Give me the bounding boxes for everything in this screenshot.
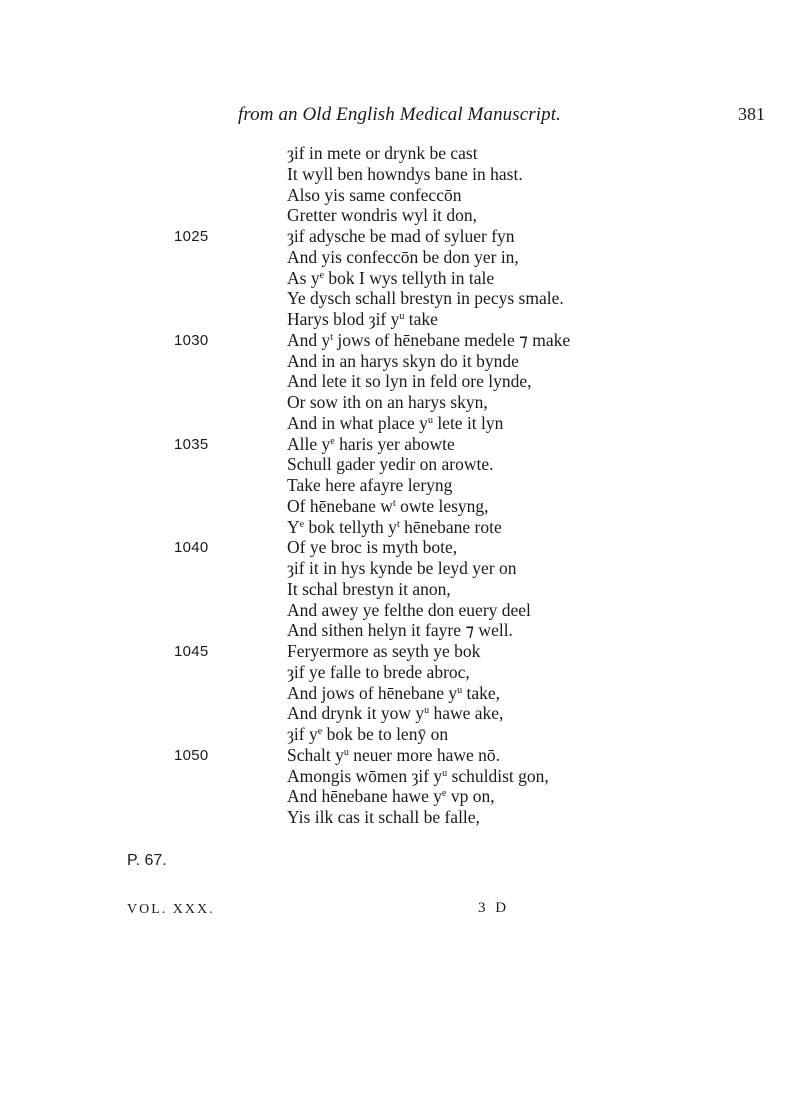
margin-page-reference: P. 67. (127, 852, 167, 869)
verse-line: Schalt $y^u$ neuer more hawe nō. (287, 744, 500, 765)
verse-line: Take here afayre leryng (287, 475, 453, 495)
verse-line: And in an harys skyn do it bynde (287, 350, 519, 371)
verse-line: ȝif adysche be mad of syluer fyn (287, 226, 515, 246)
line-number: 1040 (174, 539, 209, 557)
verse-line: Of ye broc is myth bote, (287, 537, 458, 558)
verse-line: And hēnebane hawe $y^e$ vp on, (287, 786, 495, 807)
verse-line: And drynk it yow $y^u$ hawe ake, (287, 703, 504, 724)
verse-line: And $y^t$ jows of hēnebane medele ⁊ make (287, 329, 571, 350)
signature-mark: 3 D (478, 900, 510, 916)
line-number: 1025 (174, 228, 209, 245)
running-title: from an Old English Medical Manuscript. (238, 104, 562, 125)
verse-line: Feryermore as seyth ye bok (287, 641, 481, 661)
verse-line: ȝif in mete or drynk be cast (287, 143, 478, 163)
verse-line: And sithen helyn it fayre ⁊ well. (287, 620, 513, 641)
verse-line: Also yis same confeccōn (287, 184, 462, 205)
verse-line: Harys blod ȝif $y^u$ take (287, 309, 438, 329)
verse-line: And yis confeccōn be don yer in, (287, 246, 519, 267)
verse-line: Schull gader yedir on arowte. (287, 454, 494, 475)
verse-line: Gretter wondris wyl it don, (287, 205, 478, 226)
verse-line: And in what place $y^u$ lete it lyn (287, 412, 504, 433)
verse-line: ȝif $y^e$ bok be to lenȳ on (287, 724, 449, 744)
verse-line: ȝif ye falle to brede abroc, (287, 661, 470, 682)
verse-line: $Y^e$ bok tellyth $y^t$ hēnebane rote (287, 516, 502, 537)
verse-line: Amongis wōmen ȝif $y^u$ schuldist gon, (287, 765, 549, 786)
line-number: 1035 (174, 435, 209, 453)
verse-line: And lete it so lyn in feld ore lynde, (287, 371, 532, 392)
verse-block (287, 143, 787, 828)
verse-line: Of hēnebane $w^t$ owte lesyng, (287, 495, 489, 516)
verse-line: It schal brestyn it anon, (287, 578, 451, 599)
line-number: 1045 (174, 643, 209, 660)
line-number: 1030 (174, 331, 209, 349)
verse-line: And awey ye felthe don euery deel (287, 599, 531, 620)
verse-line: And jows of hēnebane $y^u$ take, (287, 682, 501, 703)
page-number: 381 (738, 104, 765, 124)
volume-label: VOL. XXX. (127, 902, 215, 917)
verse-line: Or sow ith on an harys skyn, (287, 392, 488, 412)
line-number: 1050 (174, 746, 209, 764)
verse-line: Ye dysch schall brestyn in pecys smale. (287, 288, 564, 309)
running-header (0, 104, 800, 130)
verse-line: As $y^e$ bok I wys tellyth in tale (287, 267, 495, 288)
verse-line: It wyll ben howndys bane in hast. (287, 163, 523, 184)
verse-line: Alle $y^e$ haris yer abowte (287, 433, 455, 454)
verse-line: Yis ilk cas it schall be falle, (287, 807, 480, 827)
verse-line: ȝif it in hys kynde be leyd yer on (287, 558, 517, 578)
